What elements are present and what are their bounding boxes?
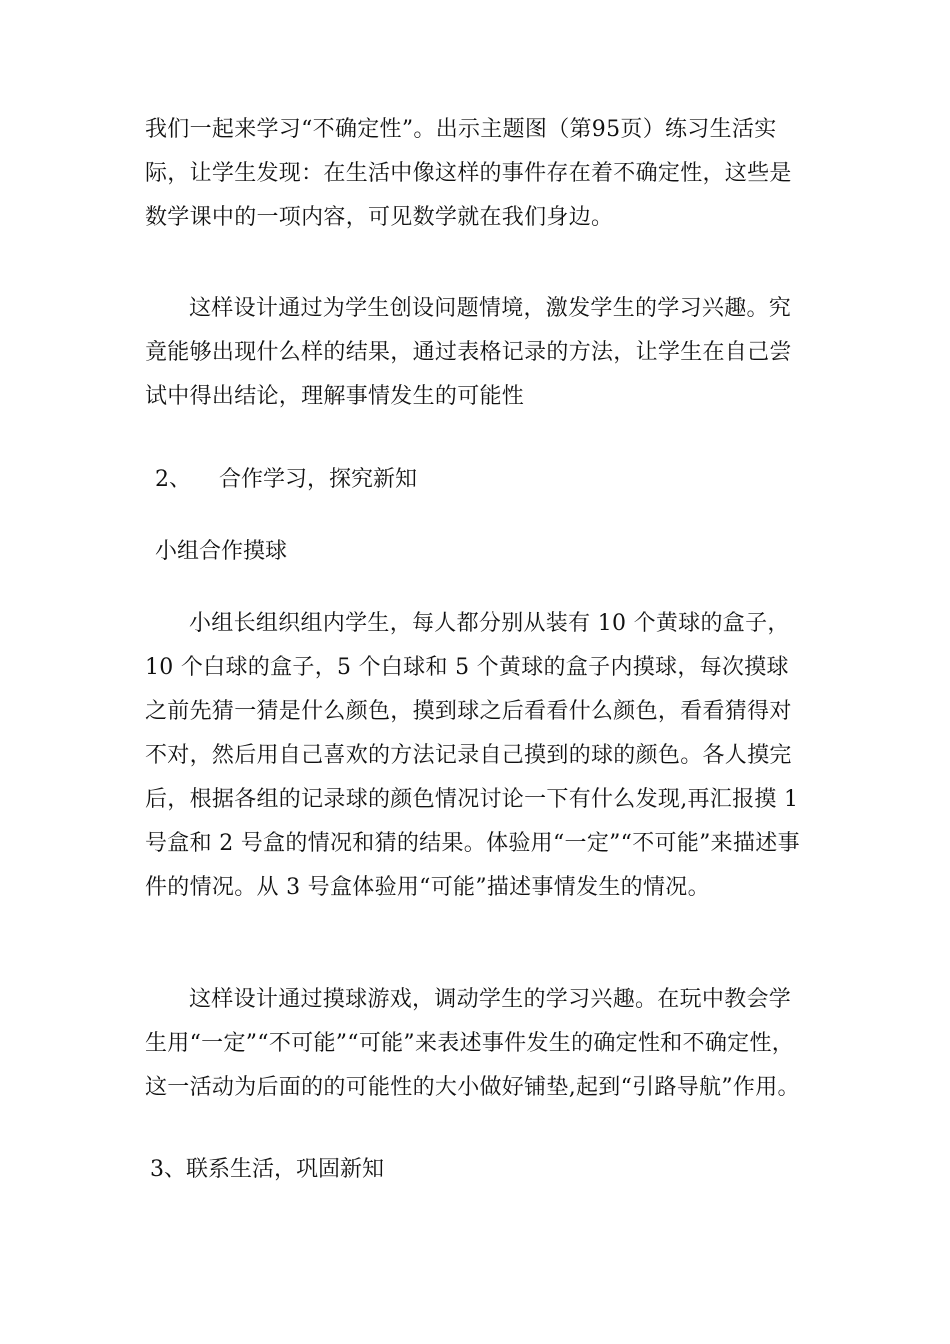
- section-heading-2: 2、 合作学习，探究新知: [155, 467, 417, 492]
- paragraph-activity: 小组长组织组内学生，每人都分别从装有 10 个黄球的盒子，10 个白球的盒子，5 个白球和 5 个黄球的盒子内摸球，每次摸球之前先猜一猜是什么颜色，摸到球之后看看什么颜色，看看猜得对不对，然后用自己喜欢的方法记录自己摸到的球的颜色。各人摸完后，根据各组的记录球的颜色情况讨论一下有什么发现,再汇报摸 1 号盒和 2 号盒的情况和猜的结果。体验用“一定”“不可能”来描述事件的情况。从 3 号盒体验用“可能”描述事情发生的情况。: [145, 611, 800, 900]
- paragraph-intro: 我们一起来学习“不确定性”。出示主题图（第95页）练习生活实际，让学生发现：在生活中像这样的事件存在着不确定性，这些是数学课中的一项内容，可见数学就在我们身边。: [145, 117, 792, 230]
- subheading-group-activity: 小组合作摸球: [155, 539, 288, 564]
- paragraph-design-note-1: 这样设计通过为学生创设问题情境，激发学生的学习兴趣。究竟能够出现什么样的结果，通过表格记录的方法，让学生在自己尝试中得出结论，理解事情发生的可能性: [145, 296, 792, 409]
- section-heading-3: 3、联系生活，巩固新知: [150, 1157, 384, 1182]
- paragraph-design-note-2: 这样设计通过摸球游戏，调动学生的学习兴趣。在玩中教会学生用“一定”“不可能”“可能”来表述事件发生的确定性和不确定性，这一活动为后面的的可能性的大小做好铺垫,起到“引路导航”作用。: [145, 987, 800, 1100]
